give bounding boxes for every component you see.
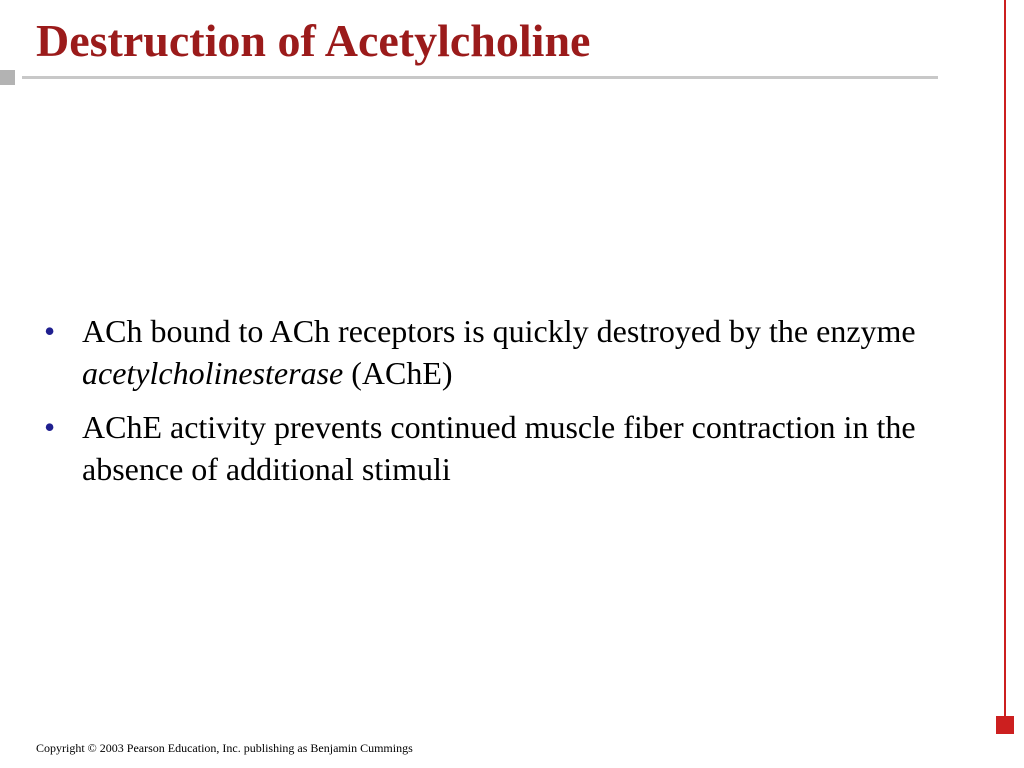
slide-title: Destruction of Acetylcholine [36,15,591,66]
right-vertical-rule [1004,0,1006,716]
left-square-marker [0,70,15,85]
bullet-text-end: (AChE) [343,355,453,391]
bullet-icon: • [44,409,56,445]
right-square-marker [996,716,1014,734]
bullet-icon: • [44,313,56,349]
bullet-item [44,310,974,394]
bullet-list [44,310,974,502]
title-divider [22,76,938,79]
bullet-text-start: ACh bound to ACh receptors is quickly destroyed by the enzyme [82,313,916,349]
copyright-footer: Copyright © 2003 Pearson Education, Inc. publishing as Benjamin Cummings [36,741,413,755]
bullet-text-italic-term: acetylcholinesterase [82,355,344,391]
bullet-text: AChE activity prevents continued muscle fiber contraction in the absence of additional stimuli [82,409,916,487]
bullet-item [44,406,974,490]
